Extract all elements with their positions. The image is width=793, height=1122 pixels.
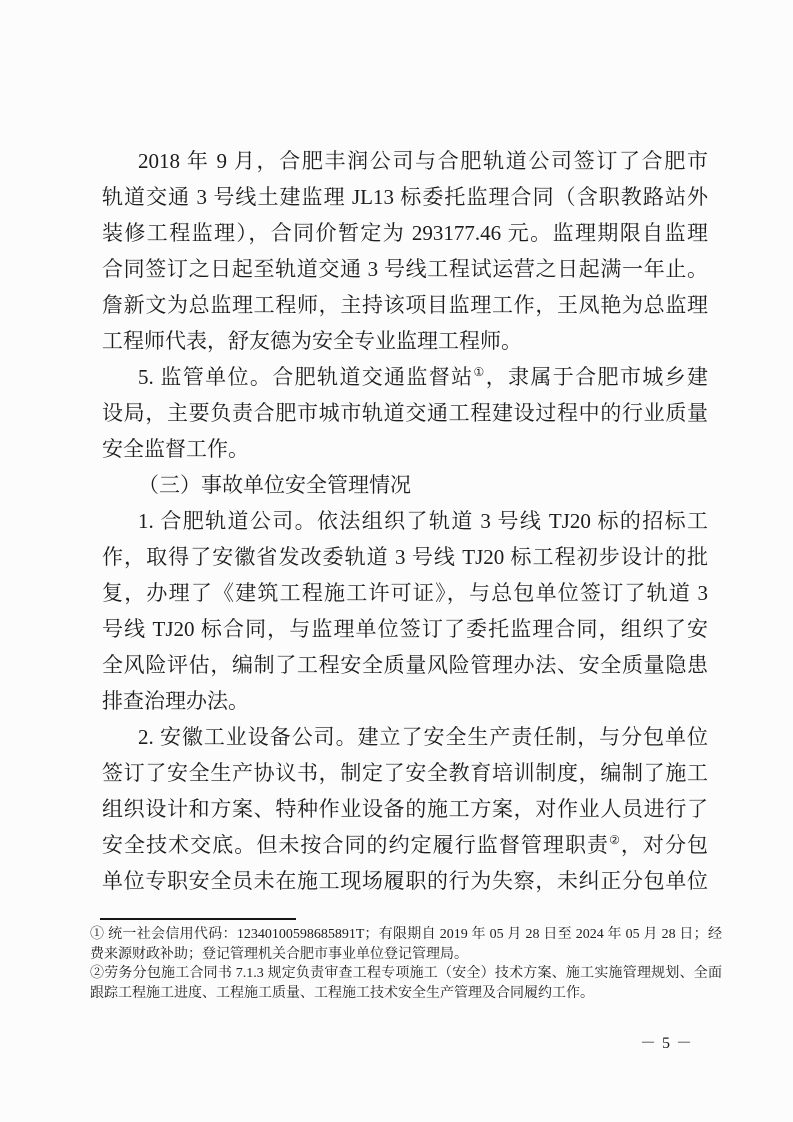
footnote-1: ① 统一社会信用代码：12340100598685891T；有限期自 2019 年 05 月 28 日至 2024 年 05 月 28 日；经费来源财政补助；登记管理机关合肥市事业单位登记管理局。	[90, 927, 722, 962]
text-line: 工程师代表，舒友德为安全专业监理工程师。	[102, 329, 522, 353]
text-line: 轨道交通 3 号线土建监理 JL13 标委托监理合同（含职教路站外	[102, 185, 708, 209]
text-line: 排查治理办法。	[102, 689, 249, 713]
text-line: 全风险评估，编制了工程安全质量风险管理办法、安全质量隐患	[102, 653, 708, 677]
text-segment: ，对分包	[620, 833, 708, 857]
paragraph-regulatory-unit	[102, 359, 708, 467]
text-line: 作，取得了安徽省发改委轨道 3 号线 TJ20 标工程初步设计的批	[102, 545, 708, 569]
footnote-separator	[100, 918, 296, 920]
text-line: 装修工程监理），合同价暂定为 293177.46 元。监理期限自监理	[102, 221, 708, 245]
text-line: 1. 合肥轨道公司。依法组织了轨道 3 号线 TJ20 标的招标工	[138, 509, 708, 533]
paragraph-hefei-rail-company	[102, 503, 708, 719]
page-number: － 5 －	[639, 1035, 693, 1052]
text-line: 单位专职安全员未在施工现场履职的行为失察，未纠正分包单位	[102, 869, 708, 893]
paragraph-supervision-contract	[102, 143, 708, 359]
footnote-2: ②劳务分包施工合同书 7.1.3 规定负责审查工程专项施工（安全）技术方案、施工实施管理规划、全面跟踪工程施工进度、工程施工质量、工程施工技术安全生产管理及合同履约工作。	[90, 966, 722, 1001]
paragraph-anhui-industrial-equipment	[102, 719, 708, 899]
text-segment: ，隶属于合肥市城乡建	[485, 365, 708, 389]
document-body	[102, 143, 708, 899]
text-segment: 安全技术交底。但未按合同的约定履行监督管理职责	[102, 833, 610, 857]
text-line: 2018 年 9 月，合肥丰润公司与合肥轨道公司签订了合肥市	[138, 149, 708, 173]
text-line	[102, 359, 708, 395]
footnote-ref-2: ②	[609, 833, 621, 847]
text-segment: 5. 监管单位。合肥轨道交通监督站	[138, 365, 474, 389]
text-line	[102, 827, 708, 863]
text-line: 安全监督工作。	[102, 437, 249, 461]
text-line: 复，办理了《建筑工程施工许可证》，与总包单位签订了轨道 3	[102, 581, 708, 605]
text-line: 2. 安徽工业设备公司。建立了安全生产责任制，与分包单位	[138, 725, 708, 749]
text-line: 合同签订之日起至轨道交通 3 号线工程试运营之日起满一年止。	[102, 257, 708, 281]
footnote-ref-1: ①	[473, 365, 486, 379]
text-line: 詹新文为总监理工程师，主持该项目监理工作，王凤艳为总监理	[102, 293, 708, 317]
text-line: 签订了安全生产协议书，制定了安全教育培训制度，编制了施工	[102, 761, 708, 785]
footnotes	[90, 925, 722, 1003]
text-line: 组织设计和方案、特种作业设备的施工方案，对作业人员进行了	[102, 797, 708, 821]
text-line: 设局，主要负责合肥市城市轨道交通工程建设过程中的行业质量	[102, 401, 708, 425]
section-heading: （三）事故单位安全管理情况	[138, 473, 411, 497]
text-line: 号线 TJ20 标合同，与监理单位签订了委托监理合同，组织了安	[102, 617, 708, 641]
